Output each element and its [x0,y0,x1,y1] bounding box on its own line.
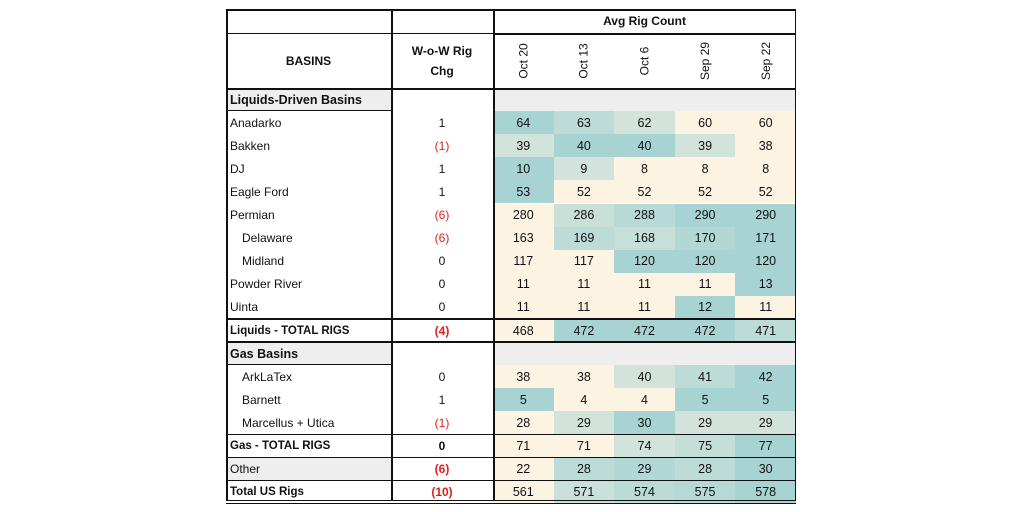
grid-line [226,318,796,320]
rig-count-cell: 22 [493,458,554,481]
rig-count-cell: 11 [614,273,675,296]
rig-count-cell: 60 [735,111,796,134]
rig-count-cell: 64 [493,111,554,134]
rig-count-cell: 120 [735,250,796,273]
rig-count-cell: 38 [493,365,554,388]
basin-label: Powder River [230,277,303,292]
rig-count-cell: 52 [735,180,796,203]
rig-count-cell: 71 [554,435,615,458]
basin-label: Uinta [230,300,259,315]
rig-count-cell: 4 [614,388,675,411]
rig-count-cell: 574 [614,481,675,504]
section-fill [493,88,796,111]
grid-line [391,9,393,501]
rig-count-cell: 117 [493,250,554,273]
rig-count-cell: 5 [675,388,736,411]
rig-count-cell: 471 [735,319,796,342]
date-header: Oct 20 [516,42,531,79]
wow-change-value: (4) [434,323,450,338]
grid-line [226,364,391,365]
grid-line [226,341,796,343]
wow-change-value: (6) [434,208,450,223]
rig-count-cell: 38 [554,365,615,388]
basin-label: Other [226,458,391,481]
rig-count-cell: 120 [675,250,736,273]
rig-count-cell: 40 [554,134,615,157]
basin-label: Eagle Ford [230,184,289,199]
wow-change-value: (6) [434,462,450,477]
rig-count-cell: 11 [614,296,675,319]
date-header: Sep 22 [758,41,773,80]
wow-change-value: 1 [438,392,446,407]
rig-count-cell: 30 [614,411,675,434]
rig-count-cell: 60 [675,111,736,134]
rig-count-cell: 52 [675,180,736,203]
rig-count-cell: 4 [554,388,615,411]
rig-count-cell: 8 [614,157,675,180]
basins-header: BASINS [285,53,332,68]
wow-change-value: 1 [438,115,446,130]
rig-count-cell: 29 [554,411,615,434]
rig-count-cell: 53 [493,180,554,203]
rig-count-cell: 11 [493,296,554,319]
rig-count-cell: 10 [493,157,554,180]
grid-line [226,457,796,459]
rig-count-cell: 168 [614,227,675,250]
rig-count-cell: 561 [493,481,554,504]
wow-change-header [391,33,493,88]
section-header: Gas Basins [226,342,391,365]
wow-change-value: 0 [438,439,446,454]
rig-count-cell: 472 [675,319,736,342]
rig-count-cell: 77 [735,435,796,458]
rig-count-cell: 41 [675,365,736,388]
section-fill [493,342,796,365]
basin-label: Liquids - TOTAL RIGS [230,324,350,337]
rig-count-cell: 472 [554,319,615,342]
wow-change-value: (10) [431,485,453,500]
rig-count-cell: 13 [735,273,796,296]
basin-label: Delaware [242,231,293,246]
rig-count-cell: 29 [735,411,796,434]
rig-count-cell: 5 [493,388,554,411]
rig-count-cell: 62 [614,111,675,134]
rig-count-cell: 38 [735,134,796,157]
rig-count-cell: 163 [493,227,554,250]
rig-count-cell: 120 [614,250,675,273]
wow-change-value: 1 [438,184,446,199]
wow-change-header-line2: Chg [430,63,454,78]
wow-change-value: 0 [438,277,446,292]
rig-count-cell: 71 [493,435,554,458]
basin-label: Midland [242,254,285,269]
rig-count-cell: 11 [493,273,554,296]
basin-label: Permian [230,208,275,223]
rig-count-cell: 170 [675,227,736,250]
grid-line [226,9,228,501]
avg-rig-count-header: Avg Rig Count [603,14,686,28]
date-header: Oct 13 [576,42,591,79]
rig-count-cell: 9 [554,157,615,180]
rig-count-cell: 578 [735,481,796,504]
wow-change-value: 0 [438,254,446,269]
rig-count-cell: 288 [614,204,675,227]
grid-line [226,500,796,502]
rig-count-cell: 8 [675,157,736,180]
rig-count-cell: 52 [554,180,615,203]
date-header: Oct 6 [637,46,652,75]
rig-count-cell: 40 [614,134,675,157]
rig-count-cell: 5 [735,388,796,411]
rig-count-cell: 169 [554,227,615,250]
basin-label: Bakken [230,138,271,153]
rig-count-cell: 11 [554,273,615,296]
rig-count-cell: 63 [554,111,615,134]
grid-line [226,33,493,34]
grid-line [226,9,796,11]
date-header: Sep 29 [698,41,713,80]
wow-change-value: 0 [438,300,446,315]
rig-count-cell: 39 [493,134,554,157]
basin-label: Total US Rigs [230,486,304,499]
rig-count-cell: 472 [614,319,675,342]
rig-count-cell: 12 [675,296,736,319]
rig-count-cell: 8 [735,157,796,180]
rig-count-cell: 468 [493,319,554,342]
rig-count-cell: 28 [675,458,736,481]
rig-count-cell: 117 [554,250,615,273]
rig-count-cell: 575 [675,481,736,504]
rig-count-cell: 74 [614,435,675,458]
rig-count-cell: 290 [735,204,796,227]
wow-change-value: 0 [438,369,446,384]
rig-count-cell: 29 [614,458,675,481]
rig-count-cell: 29 [675,411,736,434]
rig-count-cell: 42 [735,365,796,388]
rig-count-cell: 75 [675,435,736,458]
rig-count-cell: 39 [675,134,736,157]
grid-line [795,9,797,501]
basin-label: ArkLaTex [242,369,293,384]
wow-change-value: (6) [434,231,450,246]
rig-count-cell: 11 [675,273,736,296]
wow-change-value: (1) [434,138,450,153]
wow-change-value: 1 [438,161,446,176]
rig-count-cell: 286 [554,204,615,227]
rig-count-cell: 52 [614,180,675,203]
rig-count-cell: 11 [735,296,796,319]
grid-line [226,434,796,436]
grid-line [226,503,796,505]
rig-count-cell: 30 [735,458,796,481]
rig-count-cell: 280 [493,204,554,227]
grid-line [226,480,796,482]
basin-label: Gas - TOTAL RIGS [230,440,331,453]
grid-line [226,110,391,111]
grid-line [226,88,796,90]
rig-count-cell: 171 [735,227,796,250]
rig-count-cell: 571 [554,481,615,504]
basin-label: Anadarko [230,115,282,130]
basin-label: Barnett [242,392,281,407]
basin-label: DJ [230,161,245,176]
rig-count-table [226,9,796,501]
section-header: Liquids-Driven Basins [226,88,391,111]
rig-count-cell: 40 [614,365,675,388]
basin-label: Marcellus + Utica [242,415,335,430]
rig-count-cell: 11 [554,296,615,319]
rig-count-cell: 290 [675,204,736,227]
rig-count-cell: 28 [554,458,615,481]
grid-line [493,9,495,501]
grid-line [493,33,796,35]
wow-change-value: (1) [434,415,450,430]
wow-change-header-line1: W-o-W Rig [411,43,473,58]
rig-count-cell: 28 [493,411,554,434]
